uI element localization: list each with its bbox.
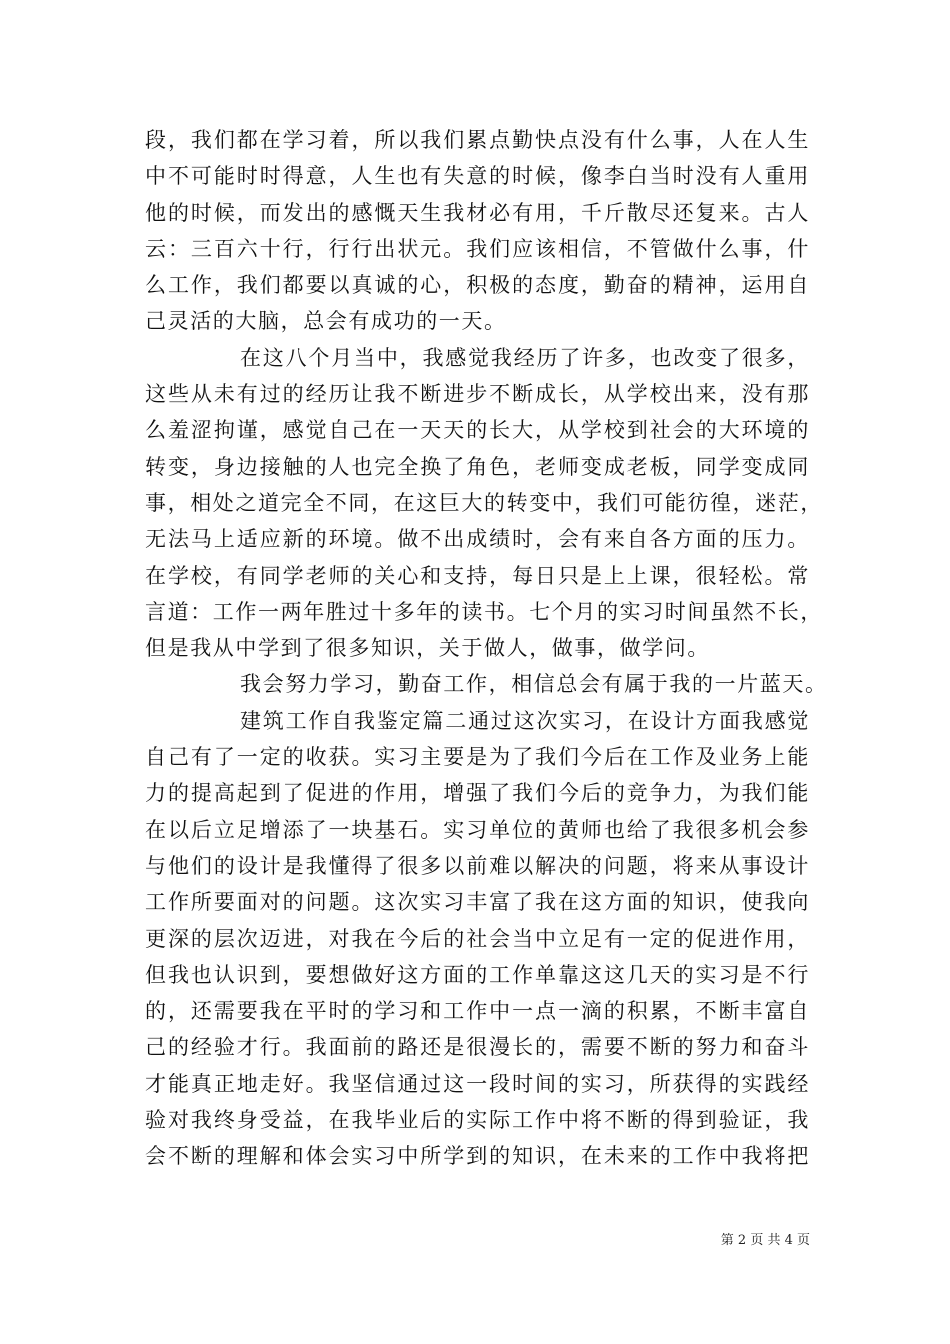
text-line: 段，我们都在学习着，所以我们累点勤快点没有什么事，人在人生 <box>145 128 810 152</box>
text-line: 云：三百六十行，行行出状元。我们应该相信，不管做什么事，什 <box>145 236 810 261</box>
text-line: 自己有了一定的收获。实习主要是为了我们今后在工作及业务上能 <box>145 745 810 770</box>
text-line: 中不可能时时得意，人生也有失意的时候，像李白当时没有人重用 <box>145 164 810 189</box>
text-line: 建筑工作自我鉴定篇二通过这次实习，在设计方面我感觉 <box>240 708 810 733</box>
text-line: 力的提高起到了促进的作用，增强了我们今后的竞争力，为我们能 <box>145 781 810 806</box>
text-line: 与他们的设计是我懂得了很多以前难以解决的问题，将来从事设计 <box>145 853 810 878</box>
text-line: 验对我终身受益，在我毕业后的实际工作中将不断的得到验证，我 <box>145 1108 810 1133</box>
text-line: 言道：工作一两年胜过十多年的读书。七个月的实习时间虽然不长， <box>145 599 823 624</box>
text-line: 无法马上适应新的环境。做不出成绩时，会有来自各方面的压力。 <box>145 527 810 552</box>
text-line: 但我也认识到，要想做好这方面的工作单靠这这几天的实习是不行 <box>145 962 810 987</box>
text-line: 更深的层次迈进，对我在今后的社会当中立足有一定的促进作用， <box>145 926 810 951</box>
text-line: 的，还需要我在平时的学习和工作中一点一滴的积累，不断丰富自 <box>145 999 810 1024</box>
text-line: 转变，身边接触的人也完全换了角色，老师变成老板，同学变成同 <box>145 454 810 479</box>
text-line: 会不断的理解和体会实习中所学到的知识，在未来的工作中我将把 <box>145 1144 810 1169</box>
text-line: 他的时候，而发出的感慨天生我材必有用，千斤散尽还复来。古人 <box>145 200 810 225</box>
text-line: 但是我从中学到了很多知识，关于做人，做事，做学问。 <box>145 636 710 661</box>
text-line: 己的经验才行。我面前的路还是很漫长的，需要不断的努力和奋斗 <box>145 1035 810 1060</box>
text-line: 这些从未有过的经历让我不断进步不断成长，从学校出来，没有那 <box>145 382 810 407</box>
text-line: 么羞涩拘谨，感觉自己在一天天的长大，从学校到社会的大环境的 <box>145 418 810 443</box>
text-line: 么工作，我们都要以真诚的心，积极的态度，勤奋的精神，运用自 <box>145 273 810 298</box>
text-line: 在学校，有同学老师的关心和支持，每日只是上上课，很轻松。常 <box>145 563 810 588</box>
page-number-footer: 第 2 页 共 4 页 <box>720 1233 810 1248</box>
text-line: 在以后立足增添了一块基石。实习单位的黄师也给了我很多机会参 <box>145 817 810 842</box>
body-text <box>145 122 828 1175</box>
text-line: 己灵活的大脑，总会有成功的一天。 <box>145 309 507 334</box>
text-line: 工作所要面对的问题。这次实习丰富了我在这方面的知识，使我向 <box>145 890 810 915</box>
text-line: 在这八个月当中，我感觉我经历了许多，也改变了很多， <box>240 345 810 370</box>
text-line: 事，相处之道完全不同，在这巨大的转变中，我们可能彷徨，迷茫， <box>145 490 823 515</box>
text-line: 才能真正地走好。我坚信通过这一段时间的实习，所获得的实践经 <box>145 1071 810 1096</box>
text-line: 我会努力学习，勤奋工作，相信总会有属于我的一片蓝天。 <box>240 672 828 697</box>
